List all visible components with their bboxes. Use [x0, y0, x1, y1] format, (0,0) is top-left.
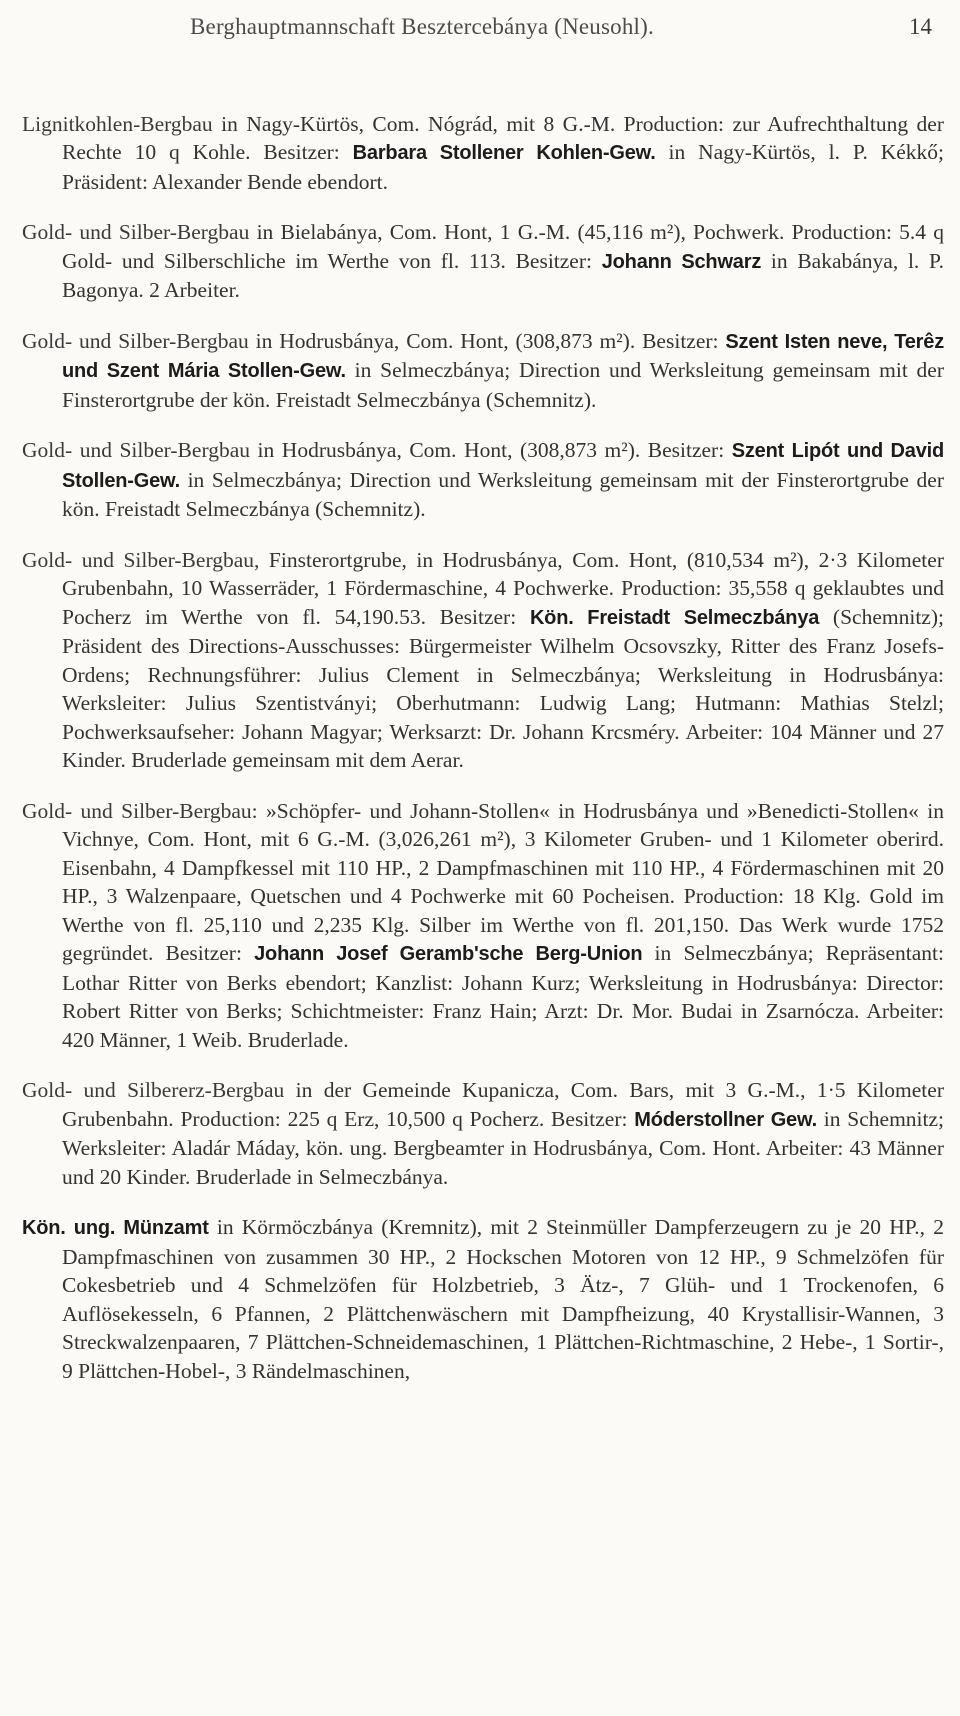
entry-owner: Johann Schwarz: [601, 250, 762, 273]
entry-lead: Lignitkohlen-Bergbau: [22, 111, 213, 136]
entry-lignite-nagy-kurtos: [22, 110, 944, 197]
entry-text: in Schemnitz; Werksleiter: Aladár Máday, kön. ung. Bergbeamter in Hodrusbánya, Com. Hont. Arbeiter: 43 Männer und 20 Kinder. Bruderlade in Selmeczbánya.: [62, 1106, 944, 1189]
page-number: 14: [909, 14, 932, 39]
entry-lead: Gold- und Silber-Bergbau:: [22, 798, 258, 823]
entry-text: (Schemnitz); Präsident des Directions-Ausschusses: Bürgermeister Wilhelm Ocsovszky, Ritter des Franz Josefs-Ordens; Rechnungsführer: Julius Clement in Selmeczbánya; Werksleitung in Hodrusbánya: Werksleiter: Julius Szentistványi; Oberhutmann: Ludwig Lang; Hutmann: Mathias Stelzl; Pochwerksaufseher: Johann Magyar; Werksarzt: Dr. Johann Krcsméry. Arbeiter: 104 Männer und 27 Kinder. Bruderlade gemeinsam mit dem Aerar.: [62, 604, 944, 772]
entry-text: in Selmeczbánya; Direction und Werksleitung gemeinsam mit der Finsterortgrube der kön. Freistadt Selmeczbánya (Schemnitz).: [62, 467, 944, 521]
entry-text: »Schöpfer- und Johann-Stollen« in Hodrusbánya und »Benedicti-Stollen« in Vichnye, Com. Hont, mit 6 G.-M. (3,026,261 m²), 3 Kilometer Gruben- und 1 Kilometer oberird. Eisenbahn, 4 Dampfkessel mit 110 HP., 2 Dampfmaschinen mit 110 HP., 4 Fördermaschinen mit 20 HP., 3 Walzenpaare, Quetschen und 4 Pochwerke mit 60 Pocheisen. Production: 18 Klg. Gold im Werthe von fl. 25,110 und 2,235 Klg. Silber im Werthe von fl. 201,150. Das Werk wurde 1752 gegründet. Besitzer:: [62, 798, 944, 965]
entry-text: in Bakabánya, l. P. Bagonya. 2 Arbeiter.: [62, 248, 944, 302]
entry-text: in Bielabánya, Com. Hont, 1 G.-M. (45,116 m²), Pochwerk. Production: 5.4 q Gold- und Silberschliche im Werthe von fl. 113. Besitzer:: [62, 220, 944, 273]
entry-lead: Gold- und Silber-Bergbau: [22, 328, 249, 353]
entry-munzamt-kremnitz: [22, 1213, 944, 1385]
entry-schopfer-stollen: [22, 797, 944, 1055]
running-header: [190, 14, 932, 48]
running-title: Berghauptmannschaft Besztercebánya (Neusohl).: [190, 14, 654, 39]
entry-text: in Selmeczbánya; Repräsentant: Lothar Ritter von Berks ebendort; Kanzlist: Johann Kurz; Werksleitung in Hodrusbánya: Director: Robert Ritter von Berks; Schichtmeister: Franz Hain; Arzt: Dr. Mor. Budai in Zsarnócza. Arbeiter: 420 Männer, 1 Weib. Bruderlade.: [62, 941, 944, 1052]
entry-lead: Gold- und Silbererz-Bergbau: [22, 1078, 285, 1102]
entry-owner: Barbara Stollener Kohlen-Gew.: [352, 142, 656, 164]
entry-owner: Johann Josef Geramb'sche Berg-Union: [254, 943, 643, 965]
entry-text: in Nagy-Kürtös, Com. Nógrád, mit 8 G.-M. Production: zur Aufrechthaltung der Rechte 10 q Kohle. Besitzer:: [62, 111, 944, 164]
entry-text: in der Gemeinde Kupanicza, Com. Bars, mit 3 G.-M., 1·5 Kilometer Grubenbahn. Production: 225 q Erz, 10,500 q Pocherz. Besitzer:: [62, 1078, 944, 1131]
entry-owner: Szent Lipót und David Stollen-Gew.: [62, 440, 944, 492]
entry-gold-hodrusbanya-1: [22, 327, 944, 415]
entry-owner: Kön. Freistadt Selmeczbánya: [529, 606, 820, 629]
entry-kupanicza: [22, 1076, 944, 1191]
entry-owner: Kön. ung. Münzamt: [22, 1217, 209, 1239]
entry-text: in Nagy-Kürtös, l. P. Kékkő; Präsident: Alexander Bende ebendort.: [62, 140, 944, 194]
entry-gold-bielabanya: [22, 218, 944, 305]
entry-text: in Hodrusbánya, Com. Hont, (308,873 m²). Besitzer:: [248, 328, 726, 353]
entry-owner: Szent Isten neve, Terêz und Szent Mária Stollen-Gew.: [62, 330, 944, 382]
entry-gold-hodrusbanya-2: [22, 436, 944, 524]
entry-text: in Körmöczbánya (Kremnitz), mit 2 Steinmüller Dampferzeugern zu je 20 HP., 2 Dampfmaschinen von zusammen 30 HP., 2 Hockschen Motoren von 12 HP., 9 Schmelzöfen für Cokesbetrieb und 4 Schmelzöfen für Holzbetrieb, 3 Ätz-, 7 Glüh- und 1 Trockenofen, 6 Auflösekesseln, 6 Pfannen, 2 Plättchenwäschern mit Dampfheizung, 40 Krystallisir-Wannen, 3 Streckwalzenpaaren, 7 Plättchen-Schneidemaschinen, 1 Plättchen-Richtmaschine, 2 Hebe-, 1 Sortir-, 9 Plättchen-Hobel-, 3 Rändelmaschinen,: [62, 1215, 944, 1383]
entry-finsterortgrube: [22, 546, 944, 775]
entry-owner: Móderstollner Gew.: [634, 1108, 817, 1131]
entry-text: in Hodrusbánya, Com. Hont, (308,873 m²). Besitzer:: [250, 438, 732, 462]
entry-lead: Gold- und Silber-Bergbau: [22, 438, 251, 462]
entry-text: in Selmeczbánya; Direction und Werksleitung gemeinsam mit der Finsterortgrube der kön. Freistadt Selmeczbánya (Schemnitz).: [62, 358, 945, 412]
mine-entries: [22, 88, 944, 1407]
entry-lead: Gold- und Silber-Bergbau: [22, 220, 250, 244]
entry-text: Finsterortgrube, in Hodrusbánya, Com. Hont, (810,534 m²), 2·3 Kilometer Grubenbahn, 10 Wasserräder, 1 Fördermaschine, 4 Pochwerke. Production: 35,558 q geklaubtes und Pocherz im Werthe von fl. 54,190.53. Besitzer:: [62, 547, 944, 629]
entry-lead: Gold- und Silber-Bergbau,: [22, 547, 260, 572]
